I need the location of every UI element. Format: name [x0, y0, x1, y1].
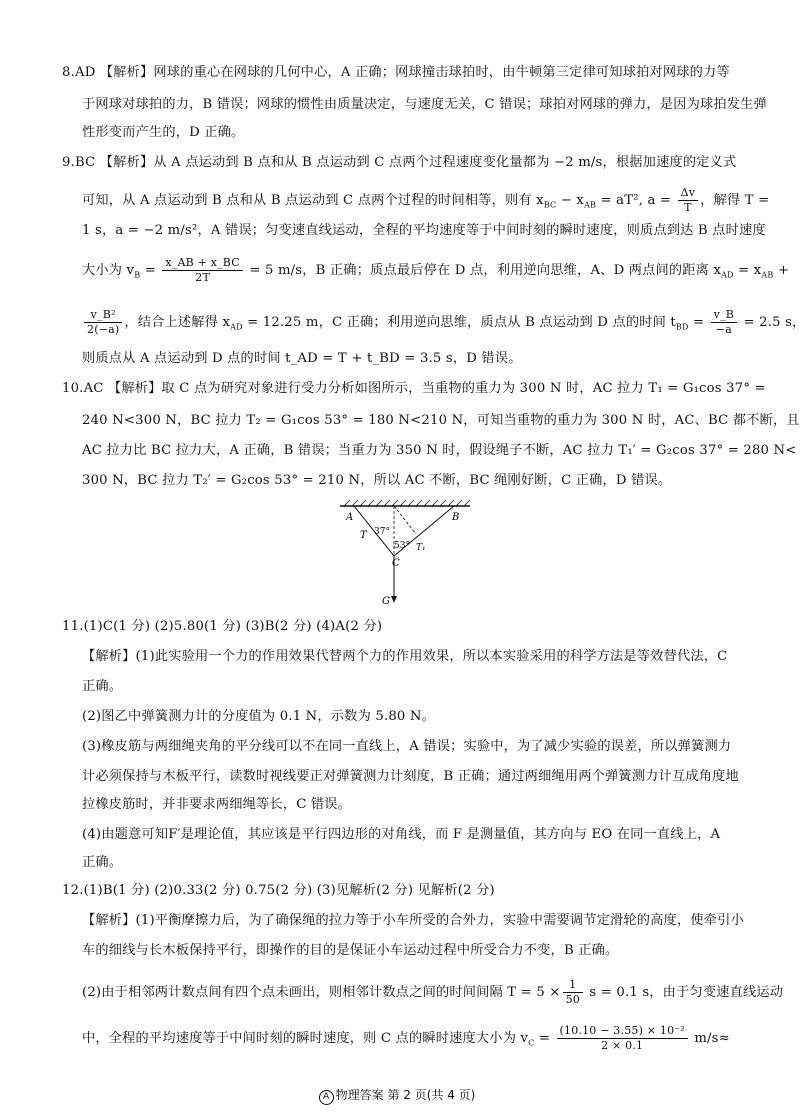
q9-line-2: 可知，从 A 点运动到 B 点和从 B 点运动到 C 点两个过程的时间相等，则有 $x_{BC} - x_{AB} = aT^2$, a = $\frac{\Delta v}{T}$ ，解得 T =	[82, 186, 770, 214]
q9-line-5: $\frac{\text{v\_B²}}{2(-a)}$ ，结合上述解得 $x_{AD} = 12.25$ m，C 正确；利用逆向思维，质点从 B 点运动到 D 点的时间 $t_{BD}$ = $\frac{v\_B}{-a}$ = 2.5 s，	[82, 308, 805, 337]
q12-line-3: (2)由于相邻两计数点间有四个点未画出，则相邻计数点之间的时间间隔 T = 5 × $\frac{1}{50}$ s = 0.1 s，由于匀变速直线运动	[82, 978, 784, 1006]
q9-line-3: 1 s，a = −2 m/s²，A 错误；匀变速直线运动，全程的平均速度等于中间时刻的瞬时速度，则质点到达 B 点时速度	[82, 223, 766, 238]
angle-37: 37°	[374, 527, 390, 537]
q12-line-1: 【解析】(1)平衡摩擦力后，为了确保绳的拉力等于小车所受的合外力，实验中需要调节定滑轮的高度，使牵引小	[82, 913, 744, 928]
q10-line-4: 300 N，BC 拉力 T₂′ = G₂cos 53° = 210 N，所以 AC 不断，BC 绳刚好断，C 正确，D 错误。	[82, 473, 672, 488]
q11-line-8: 正确。	[82, 855, 123, 870]
fraction: $\frac{\Delta v}{T}$	[678, 186, 699, 215]
q8-line-1: 8.AD 【解析】网球的重心在网球的几何中心，A 正确；网球撞击球拍时，由牛顿第三定律可知球拍对网球的力等	[62, 65, 730, 80]
fraction: $\frac{x\_AB + x\_BC}{2T}$	[162, 256, 243, 285]
q11-line-6: 拉橡皮筋时，并非要求两细绳等长，C 错误。	[82, 797, 352, 812]
q10-line-2: 240 N<300 N，BC 拉力 T₂ = G₁cos 53° = 180 N<210 N，可知当重物的重力为 300 N 时，AC、BC 都不断，且	[82, 413, 800, 428]
page-footer	[0, 1086, 794, 1105]
label-g: G	[382, 596, 390, 607]
label-a: A	[346, 512, 354, 523]
fraction: $\frac{\text{v\_B²}}{2(-a)}$	[84, 308, 122, 337]
q8-line-3: 性形变而产生的，D 正确。	[82, 125, 245, 140]
label-t1: T₁	[416, 543, 426, 553]
q11-line-3: (2)图乙中弹簧测力计的分度值为 0.1 N，示数为 5.80 N。	[82, 709, 436, 724]
q9-line-4: 大小为 $v_B$ = $\frac{x\_AB + x\_BC}{2T}$ = 5 m/s，B 正确；质点最后停在 D 点，利用逆向思维，A、D 两点间的距离 $x_{AD} = x_{AB}$ +	[82, 256, 790, 284]
q10-line-3: AC 拉力比 BC 拉力大，A 正确，B 错误；当重力为 350 N 时，假设绳子不断，AC 拉力 T₁′ = G₂cos 37° = 280 N<	[82, 443, 797, 458]
label-b: B	[452, 512, 460, 523]
circle-a-icon: A	[319, 1090, 334, 1105]
q8-line-2: 于网球对球拍的力，B 错误；网球的惯性由质量决定，与速度无关，C 错误；球拍对网球的弹力，是因为球拍发生弹	[82, 97, 767, 112]
label-c: C	[392, 558, 400, 569]
q12-line-4: 中，全程的平均速度等于中间时刻的瞬时速度，则 C 点的瞬时速度大小为 $v_C$ = $\frac{\text{(10.10 − 3.55) × 10⁻²}}{2 \times 0.1}$ m/s≈	[82, 1024, 730, 1052]
arrow-g	[391, 596, 397, 603]
ceiling-hatch	[344, 500, 470, 506]
q11-line-5: 计必须保持与木板平行，读数时视线要正对弹簧测力计刻度，B 正确；通过两细绳用两个弹簧测力计互成角度地	[82, 769, 739, 784]
fraction: $\frac{v\_B}{-a}$	[711, 308, 737, 337]
q11-head: 11.(1)C(1 分) (2)5.80(1 分) (3)B(2 分) (4)A(2 分)	[62, 619, 383, 634]
dashed-line	[394, 506, 416, 534]
q9-line-6: 则质点从 A 点运动到 D 点的时间 t_AD = T + t_BD = 3.5 s，D 错误。	[82, 351, 522, 366]
q12-head: 12.(1)B(1 分) (2)0.33(2 分) 0.75(2 分) (3)见解析(2 分) 见解析(2 分)	[62, 883, 495, 898]
force-diagram	[330, 498, 480, 608]
q11-line-2: 正确。	[82, 679, 123, 694]
q11-line-4: (3)橡皮筋与两细绳夹角的平分线可以不在同一直线上，A 错误；实验中，为了减少实验的误差，所以弹簧测力	[82, 739, 732, 754]
q12-line-2: 车的细线与长木板保持平行，即操作的目的是保证小车运动过程中所受合力不变，B 正确。	[82, 943, 619, 958]
q9-line-1: 9.BC 【解析】从 A 点运动到 B 点和从 B 点运动到 C 点两个过程速度变化量都为 −2 m/s，根据加速度的定义式	[62, 155, 737, 170]
fraction: $\frac{\text{(10.10 − 3.55) × 10⁻²}}{2 \times 0.1}$	[557, 1024, 688, 1053]
q10-line-1: 10.AC 【解析】取 C 点为研究对象进行受力分析如图所示，当重物的重力为 300 N 时，AC 拉力 T₁ = G₁cos 37° =	[62, 381, 766, 396]
q11-line-1: 【解析】(1)此实验用一个力的作用效果代替两个力的作用效果，所以本实验采用的科学方法是等效替代法，C	[82, 649, 728, 664]
label-t: T	[360, 530, 367, 541]
q11-line-7: (4)由题意可知F′是理论值，其应该是平行四边形的对角线，而 F 是测量值，其方向与 EO 在同一直线上，A	[82, 827, 721, 842]
fraction: $\frac{1}{50}$	[563, 978, 583, 1007]
footer-text: 物理答案 第 2 页(共 4 页)	[335, 1088, 476, 1102]
angle-53: 53°	[394, 541, 410, 551]
